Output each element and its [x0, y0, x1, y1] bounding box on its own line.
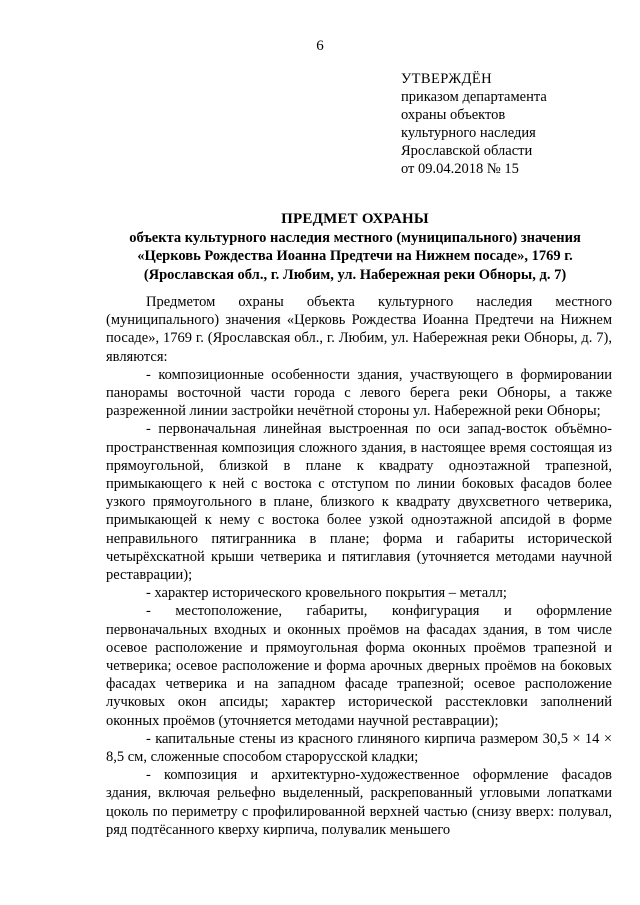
approval-stamp [401, 70, 631, 178]
paragraph-item: - первоначальная линейная выстроенная по оси запад-восток объёмно-пространственная композиция сложного здания, в настоящее время состоящая из прямоугольной, близкой в плане к квадрату одноэтажной трапезной, примыкающего к ней с востока с отступом по линии боковых фасадов более узкого прямоугольного в плане, близкого к квадрату двухсветного четверика, примыкающей к нему с востока более узкой одноэтажной апсидой в форме неправильного пятигранника в плане; форма и габариты исторической четырёхскатной крыши четверика и пятиглавия (уточняется методами научной реставрации); [106, 421, 612, 584]
approval-line: культурного наследия [401, 125, 536, 141]
document-body [106, 293, 612, 839]
paragraph-item: - местоположение, габариты, конфигурация и оформление первоначальных входных и оконных проёмов на фасадах здания, в том числе осевое расположение и прямоугольная форма оконных проёмов трапезной и четверика; осевое расположение и форма арочных дверных проёмов на боковых фасадах четверика и на западном фасаде трапезной; осевое расположение лучковых окон апсиды; характер исторической расстекловки заполнений оконных проёмов (уточняется методами научной реставрации); [106, 603, 612, 729]
title-line: «Церковь Рождества Иоанна Предтечи на Нижнем посаде», 1769 г. [137, 248, 573, 264]
paragraph-item: - капитальные стены из красного глиняного кирпича размером 30,5 × 14 × 8,5 см, сложенные способом старорусской кладки; [106, 730, 612, 766]
approval-line: от 09.04.2018 № 15 [401, 161, 519, 177]
paragraph-item: - композиция и архитектурно-художественное оформление фасадов здания, включая рельефно выделенный, раскрепованный угловыми лопатками цоколь по периметру с профилированной верхней частью (снизу вверх: полувал, ряд подтёсанного кверху кирпича, полувалик меньшего [106, 767, 612, 838]
approval-line: охраны объектов [401, 107, 506, 123]
page-number: 6 [316, 38, 324, 54]
paragraph-item: - композиционные особенности здания, участвующего в формировании панорамы восточной части города с левого берега реки Обноры, а также разреженной линии застройки нечётной стороны ул. Набережной реки Обноры; [106, 366, 612, 420]
paragraph-intro: Предметом охраны объекта культурного наследия местного (муниципального) значения «Церковь Рождества Иоанна Предтечи на Нижнем посаде», 1769 г. (Ярославская обл., г. Любим, ул. Набережная реки Обноры, д. 7), являются: [106, 294, 612, 365]
document-title [100, 210, 610, 284]
approval-line: Ярославской области [401, 143, 533, 159]
title-line: объекта культурного наследия местного (муниципального) значения [129, 229, 581, 246]
approval-line: приказом департамента [401, 89, 547, 105]
paragraph-item: - характер исторического кровельного покрытия – металл; [146, 585, 507, 602]
title-main: ПРЕДМЕТ ОХРАНЫ [281, 211, 429, 227]
approval-heading: УТВЕРЖДЁН [401, 71, 493, 87]
title-line: (Ярославская обл., г. Любим, ул. Набережная реки Обноры, д. 7) [143, 266, 567, 283]
